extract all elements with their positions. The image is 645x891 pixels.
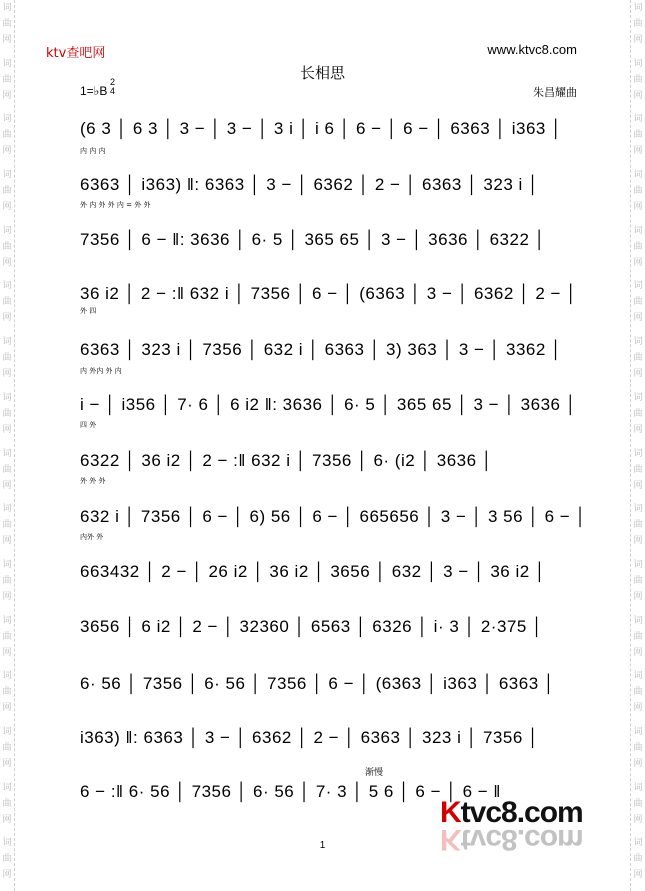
watermark-char: 网 xyxy=(2,313,12,324)
watermark-char: 词 xyxy=(2,559,12,570)
watermark-char: 曲 xyxy=(633,297,643,308)
watermark-char: 网 xyxy=(633,146,643,157)
score-line-2: 6363 │ i363) ‖: 6363 │ 3 − │ 6362 │ 2 − │ 6363 │ 323 i │ xyxy=(80,175,540,194)
watermark-char: 词 xyxy=(633,559,643,570)
watermark-char: 词 xyxy=(633,337,643,348)
watermark-char: 网 xyxy=(2,369,12,380)
watermark-char: 词 xyxy=(633,671,643,682)
site-url[interactable]: www.ktvc8.com xyxy=(487,42,577,57)
brand-link[interactable]: ktv查吧网 xyxy=(46,46,106,61)
watermark-char: 词 xyxy=(633,838,643,849)
watermark-char: 网 xyxy=(633,758,643,769)
watermark-char: 网 xyxy=(2,424,12,435)
watermark-char: 网 xyxy=(633,591,643,602)
score-annotation-2: 外 内 外 外 内 = 外 外 xyxy=(80,201,151,209)
score-annotation-1: 内 内 内 xyxy=(80,147,106,155)
watermark-char: 词 xyxy=(2,726,12,737)
score-line-6: i − │ i356 │ 7· 6 │ 6 i2 ‖: 3636 │ 6· 5 │ 365 65 │ 3 − │ 3636 │ xyxy=(80,395,577,414)
watermark-char: 词 xyxy=(633,281,643,292)
watermark-char: 词 xyxy=(2,337,12,348)
key-signature: 1=♭B xyxy=(80,84,108,98)
watermark-char: 网 xyxy=(2,480,12,491)
watermark-char: 曲 xyxy=(633,130,643,141)
watermark-char: 网 xyxy=(633,703,643,714)
score-annotation-8: 内外 外 xyxy=(80,533,104,541)
watermark-char: 词 xyxy=(2,281,12,292)
watermark-char: 曲 xyxy=(2,186,12,197)
watermark-char: 曲 xyxy=(2,854,12,865)
watermark-char: 曲 xyxy=(2,575,12,586)
time-signature xyxy=(110,78,115,96)
logo-k: K xyxy=(440,796,461,829)
watermark-char: 词 xyxy=(2,448,12,459)
watermark-char: 词 xyxy=(633,58,643,69)
watermark-char: 网 xyxy=(633,257,643,268)
watermark-char: 曲 xyxy=(2,631,12,642)
watermark-char: 曲 xyxy=(2,19,12,29)
logo-reflection: Ktvc8.com xyxy=(440,823,583,856)
watermark-char: 曲 xyxy=(2,297,12,308)
watermark-char: 曲 xyxy=(2,130,12,141)
watermark-char: 词 xyxy=(633,392,643,403)
page-title: 长相思 xyxy=(299,64,345,82)
watermark-char: 网 xyxy=(633,480,643,491)
watermark-char: 曲 xyxy=(633,464,643,475)
watermark-char: 曲 xyxy=(633,631,643,642)
score-annotation-6: 四 外 xyxy=(80,421,97,429)
watermark-char: 网 xyxy=(2,90,12,101)
score-line-9: 663432 │ 2 − │ 26 i2 │ 36 i2 │ 3656 │ 632 │ 3 − │ 36 i2 │ xyxy=(80,562,547,581)
watermark-char: 网 xyxy=(2,536,12,547)
watermark-char: 曲 xyxy=(633,575,643,586)
watermark-char: 曲 xyxy=(633,798,643,809)
tempo-marking: 渐慢 xyxy=(365,768,384,778)
watermark-char: 曲 xyxy=(2,520,12,531)
watermark-char: 词 xyxy=(2,615,12,626)
watermark-char: 曲 xyxy=(2,353,12,364)
watermark-char: 曲 xyxy=(633,742,643,753)
watermark-char: 网 xyxy=(633,647,643,658)
watermark-char: 曲 xyxy=(2,687,12,698)
watermark-char: 词 xyxy=(633,3,643,13)
watermark-char: 网 xyxy=(633,202,643,213)
watermark-char: 词 xyxy=(633,170,643,181)
score-annotation-4: 外 四 xyxy=(80,307,97,315)
watermark-char: 网 xyxy=(2,146,12,157)
watermark-char: 词 xyxy=(633,114,643,125)
watermark-char: 曲 xyxy=(633,520,643,531)
score-line-4: 36 i2 │ 2 − :‖ 632 i │ 7356 │ 6 − │ (6363 │ 3 − │ 6362 │ 2 − │ xyxy=(80,284,578,303)
page-number: 1 xyxy=(319,840,326,851)
watermark-char: 曲 xyxy=(633,19,643,29)
watermark-char: 曲 xyxy=(633,74,643,85)
site-logo[interactable] xyxy=(440,796,590,856)
watermark-char: 曲 xyxy=(2,742,12,753)
watermark-char: 词 xyxy=(2,3,12,13)
watermark-char: 词 xyxy=(2,504,12,515)
logo-text: tvc8.com xyxy=(460,796,583,829)
watermark-char: 网 xyxy=(2,257,12,268)
watermark-char: 曲 xyxy=(633,186,643,197)
score-line-1: (6 3 │ 6 3 │ 3 − │ 3 − │ 3 i │ i 6 │ 6 − │ 6 − │ 6363 │ i363 │ xyxy=(80,119,563,138)
watermark-char: 词 xyxy=(2,392,12,403)
time-sig-top: 2 xyxy=(110,77,116,87)
time-sig-bottom: 4 xyxy=(110,86,116,96)
score-line-3: 7356 │ 6 − ‖: 3636 │ 6· 5 │ 365 65 │ 3 − │ 3636 │ 6322 │ xyxy=(80,230,546,249)
watermark-char: 词 xyxy=(2,58,12,69)
watermark-char: 网 xyxy=(633,814,643,825)
watermark-char: 网 xyxy=(2,814,12,825)
watermark-char: 网 xyxy=(2,647,12,658)
composer: 朱昌耀曲 xyxy=(533,86,577,99)
watermark-char: 网 xyxy=(633,536,643,547)
watermark-char: 曲 xyxy=(2,464,12,475)
watermark-char: 网 xyxy=(2,35,12,45)
watermark-char: 曲 xyxy=(633,241,643,252)
score-annotation-7: 外 外 外 xyxy=(80,477,106,485)
watermark-char: 网 xyxy=(2,870,12,881)
watermark-char: 网 xyxy=(633,35,643,45)
watermark-char: 词 xyxy=(633,615,643,626)
watermark-char: 网 xyxy=(633,369,643,380)
score-line-5: 6363 │ 323 i │ 7356 │ 632 i │ 6363 │ 3) 363 │ 3 − │ 3362 │ xyxy=(80,340,563,359)
watermark-char: 网 xyxy=(633,870,643,881)
watermark-char: 词 xyxy=(633,225,643,236)
watermark-char: 曲 xyxy=(2,241,12,252)
score-line-10: 3656 │ 6 i2 │ 2 − │ 32360 │ 6563 │ 6326 │ i· 3 │ 2·375 │ xyxy=(80,617,544,636)
watermark-char: 网 xyxy=(2,591,12,602)
watermark-char: 网 xyxy=(633,424,643,435)
watermark-char: 网 xyxy=(633,313,643,324)
score-line-7: 6322 │ 36 i2 │ 2 − :‖ 632 i │ 7356 │ 6· (i2 │ 3636 │ xyxy=(80,451,493,470)
watermark-char: 词 xyxy=(633,726,643,737)
watermark-char: 词 xyxy=(2,225,12,236)
watermark-char: 曲 xyxy=(2,408,12,419)
watermark-char: 词 xyxy=(633,448,643,459)
watermark-char: 词 xyxy=(633,782,643,793)
watermark-char: 曲 xyxy=(2,798,12,809)
score-annotation-5: 内 外内 外 内 xyxy=(80,367,122,375)
watermark-char: 曲 xyxy=(633,353,643,364)
score-line-13: 6 − :‖ 6· 56 │ 7356 │ 6· 56 │ 7· 3 │ 5 6 │ 6 − │ 6 − ‖ xyxy=(80,782,501,801)
watermark-char: 曲 xyxy=(633,687,643,698)
watermark-char: 词 xyxy=(2,170,12,181)
watermark-char: 词 xyxy=(2,114,12,125)
score-line-8: 632 i │ 7356 │ 6 − │ 6) 56 │ 6 − │ 665656 │ 3 − │ 3 56 │ 6 − │ xyxy=(80,507,587,526)
right-watermark xyxy=(632,0,644,891)
watermark-char: 词 xyxy=(2,671,12,682)
left-margin-line xyxy=(14,0,15,891)
score-line-12: i363) ‖: 6363 │ 3 − │ 6362 │ 2 − │ 6363 │ 323 i │ 7356 │ xyxy=(80,728,540,747)
watermark-char: 网 xyxy=(2,202,12,213)
watermark-char: 曲 xyxy=(633,854,643,865)
watermark-char: 词 xyxy=(2,838,12,849)
score-line-11: 6· 56 │ 7356 │ 6· 56 │ 7356 │ 6 − │ (6363 │ i363 │ 6363 │ xyxy=(80,674,556,693)
watermark-char: 网 xyxy=(2,758,12,769)
watermark-char: 词 xyxy=(2,782,12,793)
left-watermark xyxy=(1,0,13,891)
right-margin-line xyxy=(630,0,631,891)
watermark-char: 网 xyxy=(633,90,643,101)
watermark-char: 网 xyxy=(2,703,12,714)
watermark-char: 词 xyxy=(633,504,643,515)
watermark-char: 曲 xyxy=(2,74,12,85)
watermark-char: 曲 xyxy=(633,408,643,419)
